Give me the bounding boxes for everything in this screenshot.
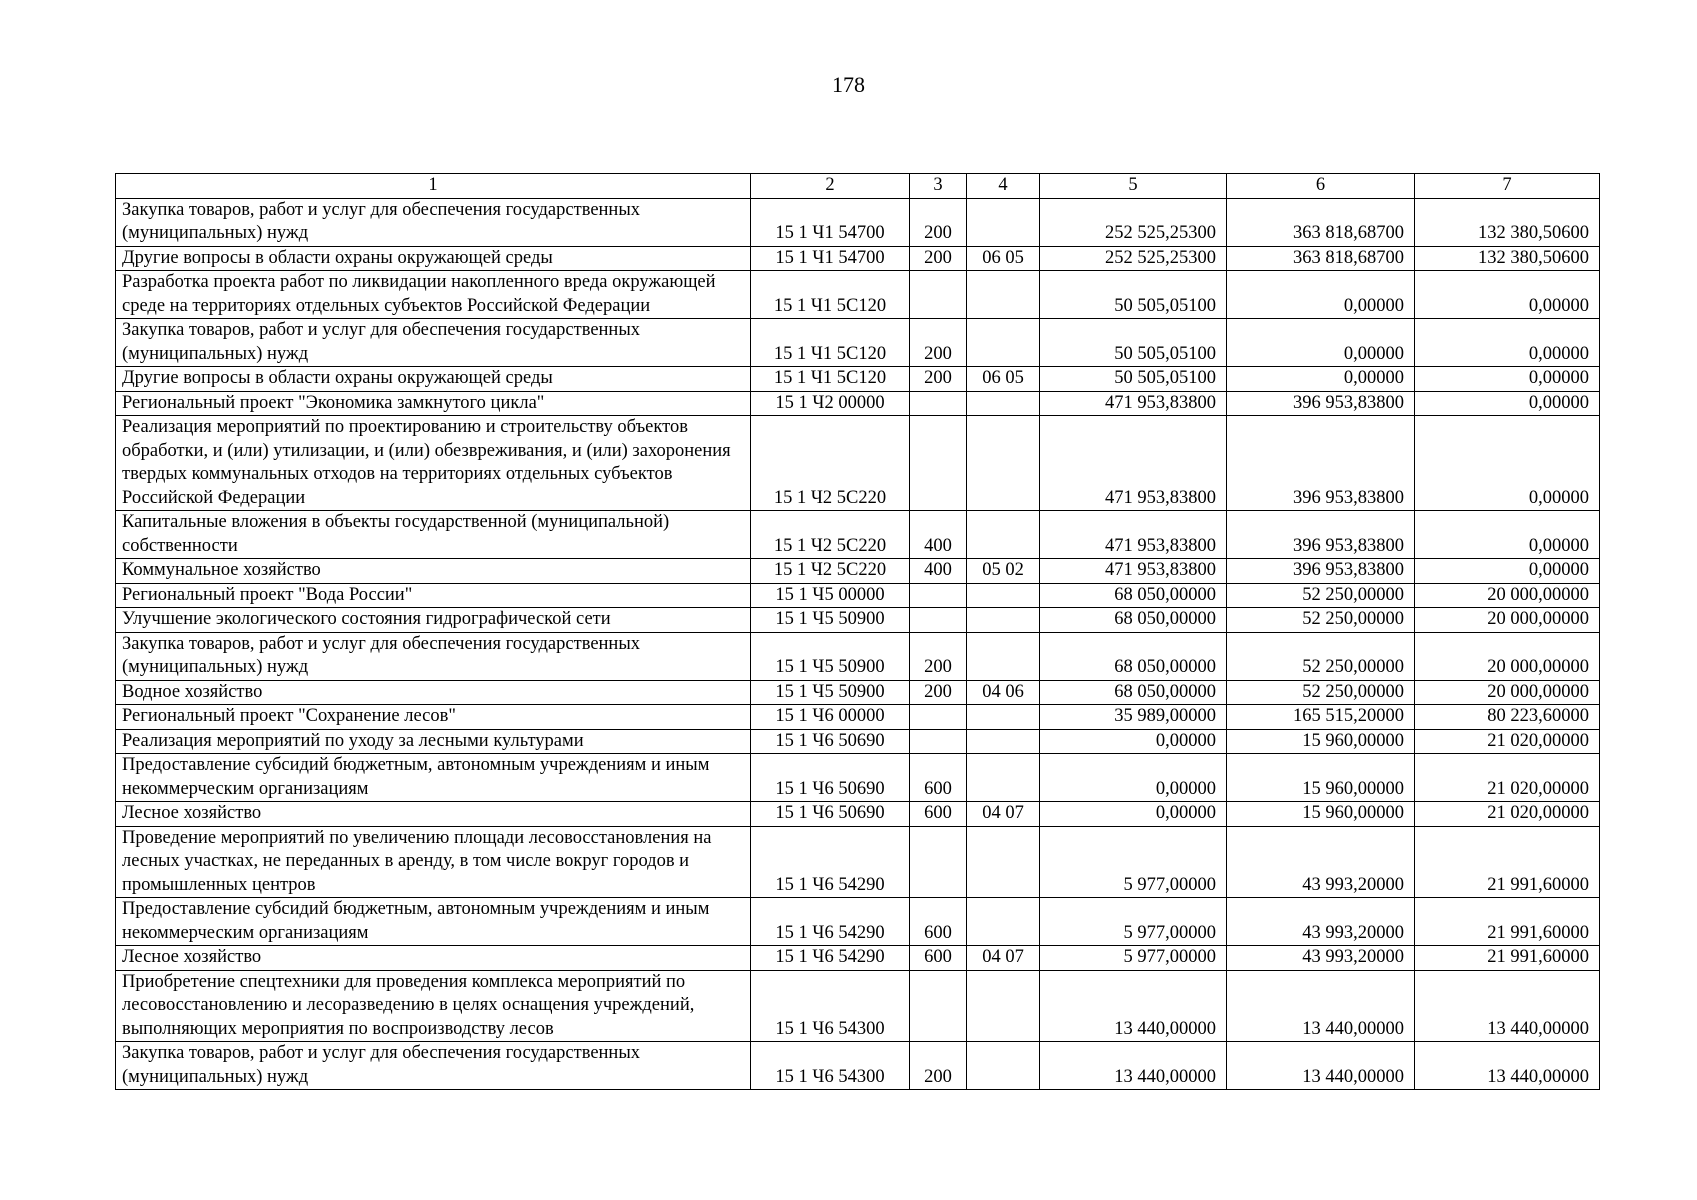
row-description: Разработка проекта работ по ликвидации накопленного вреда окружающей среде на территориях отдельных субъектов Российской Федерации (116, 271, 751, 319)
row-amount-col5: 13 440,00000 (1040, 1042, 1227, 1090)
row-amount-col6: 52 250,00000 (1227, 608, 1415, 633)
row-section-subsection (967, 826, 1040, 898)
row-amount-col5: 5 977,00000 (1040, 898, 1227, 946)
row-amount-col5: 50 505,05100 (1040, 319, 1227, 367)
row-target-article: 15 1 Ч6 54290 (751, 826, 910, 898)
row-expense-type: 200 (910, 198, 967, 246)
row-expense-type (910, 416, 967, 511)
row-target-article: 15 1 Ч6 50690 (751, 802, 910, 827)
row-amount-col6: 396 953,83800 (1227, 416, 1415, 511)
row-description: Другие вопросы в области охраны окружающей среды (116, 246, 751, 271)
row-description: Реализация мероприятий по проектированию и строительству объектов обработки, и (или) утилизации, и (или) обезвреживания, и (или) захоронения твердых коммунальных отходов на территориях отдельных субъектов Российской Федерации (116, 416, 751, 511)
row-amount-col7: 20 000,00000 (1415, 680, 1600, 705)
row-target-article: 15 1 Ч6 50690 (751, 729, 910, 754)
table-row (116, 319, 1600, 367)
row-expense-type (910, 826, 967, 898)
row-description: Водное хозяйство (116, 680, 751, 705)
row-expense-type: 200 (910, 632, 967, 680)
row-amount-col5: 0,00000 (1040, 754, 1227, 802)
row-amount-col7: 21 991,60000 (1415, 946, 1600, 971)
row-section-subsection (967, 705, 1040, 730)
row-amount-col7: 21 020,00000 (1415, 802, 1600, 827)
row-amount-col5: 0,00000 (1040, 729, 1227, 754)
row-amount-col7: 0,00000 (1415, 511, 1600, 559)
row-amount-col7: 0,00000 (1415, 319, 1600, 367)
row-amount-col5: 68 050,00000 (1040, 632, 1227, 680)
row-amount-col7: 0,00000 (1415, 271, 1600, 319)
row-amount-col7: 132 380,50600 (1415, 198, 1600, 246)
row-expense-type: 200 (910, 680, 967, 705)
row-target-article: 15 1 Ч6 00000 (751, 705, 910, 730)
row-amount-col6: 15 960,00000 (1227, 802, 1415, 827)
row-target-article: 15 1 Ч6 54300 (751, 970, 910, 1042)
table-row (116, 826, 1600, 898)
table-row (116, 729, 1600, 754)
table-row (116, 583, 1600, 608)
row-description: Приобретение спецтехники для проведения комплекса мероприятий по лесовосстановлению и лесоразведению в целях оснащения учреждений, выполняющих мероприятия по воспроизводству лесов (116, 970, 751, 1042)
row-expense-type (910, 271, 967, 319)
row-description: Другие вопросы в области охраны окружающей среды (116, 367, 751, 392)
row-target-article: 15 1 Ч5 50900 (751, 632, 910, 680)
row-target-article: 15 1 Ч6 54290 (751, 946, 910, 971)
table-row (116, 632, 1600, 680)
row-amount-col5: 13 440,00000 (1040, 970, 1227, 1042)
row-amount-col5: 68 050,00000 (1040, 583, 1227, 608)
row-description: Закупка товаров, работ и услуг для обеспечения государственных (муниципальных) нужд (116, 632, 751, 680)
row-section-subsection (967, 271, 1040, 319)
table-row (116, 271, 1600, 319)
column-header-6: 6 (1227, 174, 1415, 199)
row-expense-type: 200 (910, 367, 967, 392)
row-amount-col5: 5 977,00000 (1040, 826, 1227, 898)
row-section-subsection (967, 391, 1040, 416)
row-target-article: 15 1 Ч1 5С120 (751, 319, 910, 367)
row-description: Предоставление субсидий бюджетным, автономным учреждениям и иным некоммерческим организациям (116, 898, 751, 946)
row-expense-type: 600 (910, 802, 967, 827)
row-section-subsection (967, 1042, 1040, 1090)
row-expense-type: 600 (910, 898, 967, 946)
row-target-article: 15 1 Ч2 5С220 (751, 416, 910, 511)
row-amount-col6: 15 960,00000 (1227, 754, 1415, 802)
row-section-subsection: 04 06 (967, 680, 1040, 705)
table-row (116, 608, 1600, 633)
row-target-article: 15 1 Ч1 54700 (751, 198, 910, 246)
row-section-subsection (967, 198, 1040, 246)
row-amount-col6: 363 818,68700 (1227, 198, 1415, 246)
row-amount-col5: 471 953,83800 (1040, 559, 1227, 584)
row-section-subsection (967, 632, 1040, 680)
row-target-article: 15 1 Ч2 5С220 (751, 559, 910, 584)
row-expense-type: 400 (910, 559, 967, 584)
row-amount-col7: 0,00000 (1415, 367, 1600, 392)
row-description: Лесное хозяйство (116, 802, 751, 827)
row-amount-col5: 5 977,00000 (1040, 946, 1227, 971)
row-amount-col5: 68 050,00000 (1040, 680, 1227, 705)
table-row (116, 391, 1600, 416)
row-amount-col7: 0,00000 (1415, 559, 1600, 584)
row-target-article: 15 1 Ч5 50900 (751, 608, 910, 633)
row-amount-col6: 52 250,00000 (1227, 680, 1415, 705)
row-amount-col7: 20 000,00000 (1415, 632, 1600, 680)
row-amount-col7: 0,00000 (1415, 416, 1600, 511)
row-amount-col6: 165 515,20000 (1227, 705, 1415, 730)
row-amount-col5: 471 953,83800 (1040, 416, 1227, 511)
row-amount-col5: 252 525,25300 (1040, 198, 1227, 246)
row-expense-type: 400 (910, 511, 967, 559)
row-amount-col6: 396 953,83800 (1227, 511, 1415, 559)
row-amount-col6: 43 993,20000 (1227, 946, 1415, 971)
table-row (116, 198, 1600, 246)
row-amount-col7: 0,00000 (1415, 391, 1600, 416)
row-description: Проведение мероприятий по увеличению площади лесовосстановления на лесных участках, не переданных в аренду, в том числе вокруг городов и промышленных центров (116, 826, 751, 898)
row-amount-col6: 43 993,20000 (1227, 898, 1415, 946)
row-description: Региональный проект "Экономика замкнутого цикла" (116, 391, 751, 416)
row-target-article: 15 1 Ч1 5С120 (751, 367, 910, 392)
row-section-subsection: 06 05 (967, 367, 1040, 392)
row-amount-col6: 15 960,00000 (1227, 729, 1415, 754)
row-section-subsection: 04 07 (967, 946, 1040, 971)
table-row (116, 754, 1600, 802)
budget-table (115, 173, 1600, 1090)
row-amount-col5: 471 953,83800 (1040, 391, 1227, 416)
row-expense-type: 200 (910, 246, 967, 271)
row-amount-col6: 0,00000 (1227, 367, 1415, 392)
row-target-article: 15 1 Ч6 54290 (751, 898, 910, 946)
row-description: Реализация мероприятий по уходу за лесными культурами (116, 729, 751, 754)
row-expense-type (910, 970, 967, 1042)
column-header-4: 4 (967, 174, 1040, 199)
row-description: Региональный проект "Сохранение лесов" (116, 705, 751, 730)
row-target-article: 15 1 Ч6 54300 (751, 1042, 910, 1090)
row-amount-col7: 132 380,50600 (1415, 246, 1600, 271)
row-section-subsection (967, 583, 1040, 608)
table-row (116, 559, 1600, 584)
row-section-subsection (967, 319, 1040, 367)
column-header-2: 2 (751, 174, 910, 199)
table-body (116, 174, 1600, 1090)
row-target-article: 15 1 Ч2 5С220 (751, 511, 910, 559)
column-header-7: 7 (1415, 174, 1600, 199)
row-description: Предоставление субсидий бюджетным, автономным учреждениям и иным некоммерческим организациям (116, 754, 751, 802)
table-row (116, 946, 1600, 971)
table-row (116, 1042, 1600, 1090)
table-row (116, 970, 1600, 1042)
row-expense-type (910, 391, 967, 416)
column-header-1: 1 (116, 174, 751, 199)
row-expense-type (910, 608, 967, 633)
row-expense-type (910, 583, 967, 608)
row-section-subsection (967, 970, 1040, 1042)
row-amount-col6: 0,00000 (1227, 271, 1415, 319)
row-description: Закупка товаров, работ и услуг для обеспечения государственных (муниципальных) нужд (116, 319, 751, 367)
row-description: Закупка товаров, работ и услуг для обеспечения государственных (муниципальных) нужд (116, 198, 751, 246)
row-amount-col6: 52 250,00000 (1227, 583, 1415, 608)
row-description: Улучшение экологического состояния гидрографической сети (116, 608, 751, 633)
row-section-subsection (967, 898, 1040, 946)
column-header-5: 5 (1040, 174, 1227, 199)
row-description: Лесное хозяйство (116, 946, 751, 971)
row-expense-type: 600 (910, 754, 967, 802)
table-row (116, 367, 1600, 392)
row-amount-col5: 0,00000 (1040, 802, 1227, 827)
row-expense-type: 200 (910, 319, 967, 367)
row-amount-col6: 43 993,20000 (1227, 826, 1415, 898)
row-amount-col6: 52 250,00000 (1227, 632, 1415, 680)
row-amount-col7: 80 223,60000 (1415, 705, 1600, 730)
row-section-subsection: 05 02 (967, 559, 1040, 584)
row-amount-col5: 68 050,00000 (1040, 608, 1227, 633)
row-amount-col7: 13 440,00000 (1415, 970, 1600, 1042)
row-target-article: 15 1 Ч5 50900 (751, 680, 910, 705)
row-amount-col6: 396 953,83800 (1227, 391, 1415, 416)
table-row (116, 898, 1600, 946)
row-description: Коммунальное хозяйство (116, 559, 751, 584)
row-expense-type (910, 729, 967, 754)
table-row (116, 680, 1600, 705)
row-section-subsection: 04 07 (967, 802, 1040, 827)
row-target-article: 15 1 Ч2 00000 (751, 391, 910, 416)
table-row (116, 511, 1600, 559)
row-description: Капитальные вложения в объекты государственной (муниципальной) собственности (116, 511, 751, 559)
row-section-subsection (967, 754, 1040, 802)
table-row (116, 416, 1600, 511)
table-header-row (116, 174, 1600, 199)
row-amount-col6: 363 818,68700 (1227, 246, 1415, 271)
row-expense-type: 200 (910, 1042, 967, 1090)
row-amount-col7: 20 000,00000 (1415, 608, 1600, 633)
row-amount-col6: 0,00000 (1227, 319, 1415, 367)
row-amount-col5: 252 525,25300 (1040, 246, 1227, 271)
row-amount-col5: 471 953,83800 (1040, 511, 1227, 559)
column-header-3: 3 (910, 174, 967, 199)
row-amount-col6: 13 440,00000 (1227, 1042, 1415, 1090)
row-expense-type: 600 (910, 946, 967, 971)
row-expense-type (910, 705, 967, 730)
row-target-article: 15 1 Ч6 50690 (751, 754, 910, 802)
row-amount-col7: 21 020,00000 (1415, 729, 1600, 754)
row-amount-col5: 50 505,05100 (1040, 271, 1227, 319)
row-target-article: 15 1 Ч1 5С120 (751, 271, 910, 319)
row-amount-col6: 13 440,00000 (1227, 970, 1415, 1042)
row-target-article: 15 1 Ч5 00000 (751, 583, 910, 608)
row-section-subsection (967, 416, 1040, 511)
row-amount-col5: 50 505,05100 (1040, 367, 1227, 392)
row-section-subsection (967, 511, 1040, 559)
row-description: Закупка товаров, работ и услуг для обеспечения государственных (муниципальных) нужд (116, 1042, 751, 1090)
row-amount-col5: 35 989,00000 (1040, 705, 1227, 730)
row-amount-col7: 21 991,60000 (1415, 898, 1600, 946)
row-amount-col7: 21 020,00000 (1415, 754, 1600, 802)
row-amount-col7: 13 440,00000 (1415, 1042, 1600, 1090)
row-amount-col7: 20 000,00000 (1415, 583, 1600, 608)
table-row (116, 705, 1600, 730)
row-amount-col7: 21 991,60000 (1415, 826, 1600, 898)
row-section-subsection (967, 608, 1040, 633)
row-section-subsection (967, 729, 1040, 754)
row-section-subsection: 06 05 (967, 246, 1040, 271)
table-row (116, 802, 1600, 827)
row-target-article: 15 1 Ч1 54700 (751, 246, 910, 271)
table-row (116, 246, 1600, 271)
row-description: Региональный проект "Вода России" (116, 583, 751, 608)
row-amount-col6: 396 953,83800 (1227, 559, 1415, 584)
page-number: 178 (832, 72, 865, 97)
